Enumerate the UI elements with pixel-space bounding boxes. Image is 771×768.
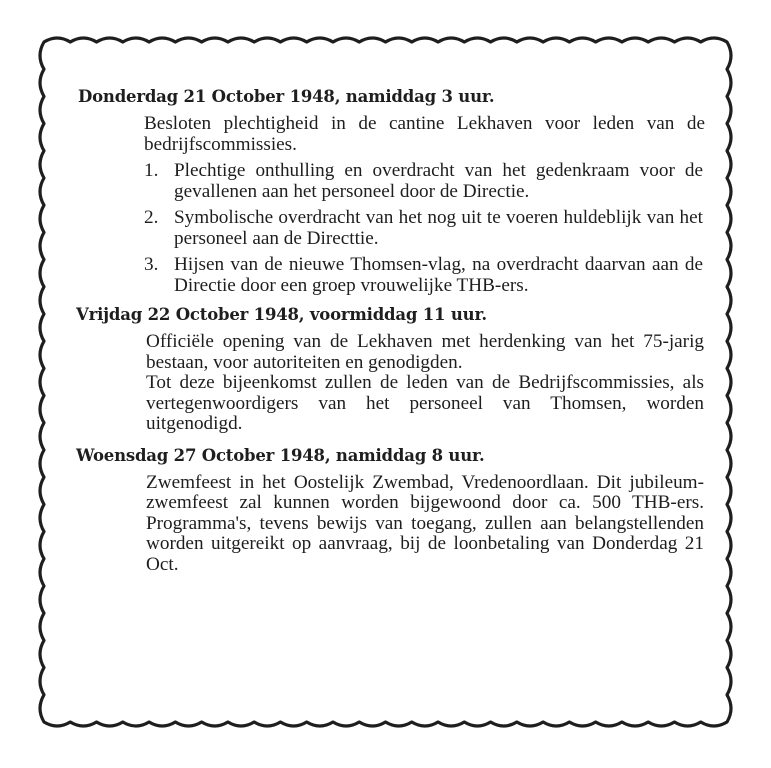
event-section-thursday: [78, 86, 714, 296]
list-item-text: Hijsen van de nieuwe Thomsen-vlag, na overdracht daarvan aan de Directie door een groep vrouwelijke THB-ers.: [174, 254, 703, 296]
paragraph-line: Tot deze bijeenkomst zullen de leden van de Bedrijfscommissies, als vertegenwoordigers van het personeel van Thomsen, worden uitgenodigd.: [146, 372, 704, 434]
event-description: Besloten plechtigheid in de cantine Lekhaven voor leden van de bedrijfscommissies.: [144, 113, 705, 155]
event-heading: Woensdag 27 October 1948, namiddag 8 uur.: [76, 445, 485, 465]
list-item: [78, 208, 703, 249]
event-program: [78, 86, 714, 575]
event-heading: Vrijdag 22 October 1948, voormiddag 11 uur.: [76, 305, 487, 324]
paragraph-line: Officiële opening van de Lekhaven met herdenking van het 75-jarig bestaan, voor autoriteiten en genodigden.: [146, 331, 704, 373]
list-item-text: Plechtige onthulling en overdracht van het gedenkraam voor de gevallenen aan het personeel door de Directie.: [174, 160, 703, 202]
list-item-number: 3.: [144, 254, 159, 275]
event-section-wednesday: [78, 445, 714, 576]
event-description: [146, 332, 704, 435]
list-item-text: Symbolische overdracht van het nog uit te voeren huldeblijk van het personeel aan de Directtie.: [174, 207, 703, 249]
list-item: [78, 255, 703, 296]
list-item-number: 1.: [144, 160, 159, 181]
event-section-friday: [78, 304, 714, 435]
event-description: Zwemfeest in het Oostelijk Zwembad, Vredenoordlaan. Dit jubileum-zwemfeest zal kunnen worden bijgewoond door ca. 500 THB-ers. Programma's, tevens bewijs van toegang, zullen aan belangstellenden worden uitgereikt op aanvraag, bij de loonbetaling van Donderdag 21 Oct.: [146, 471, 704, 575]
event-heading: Donderdag 21 October 1948, namiddag 3 uur.: [78, 87, 495, 106]
list-item: [78, 161, 703, 202]
ceremony-list: [78, 161, 714, 296]
list-item-number: 2.: [144, 207, 159, 228]
